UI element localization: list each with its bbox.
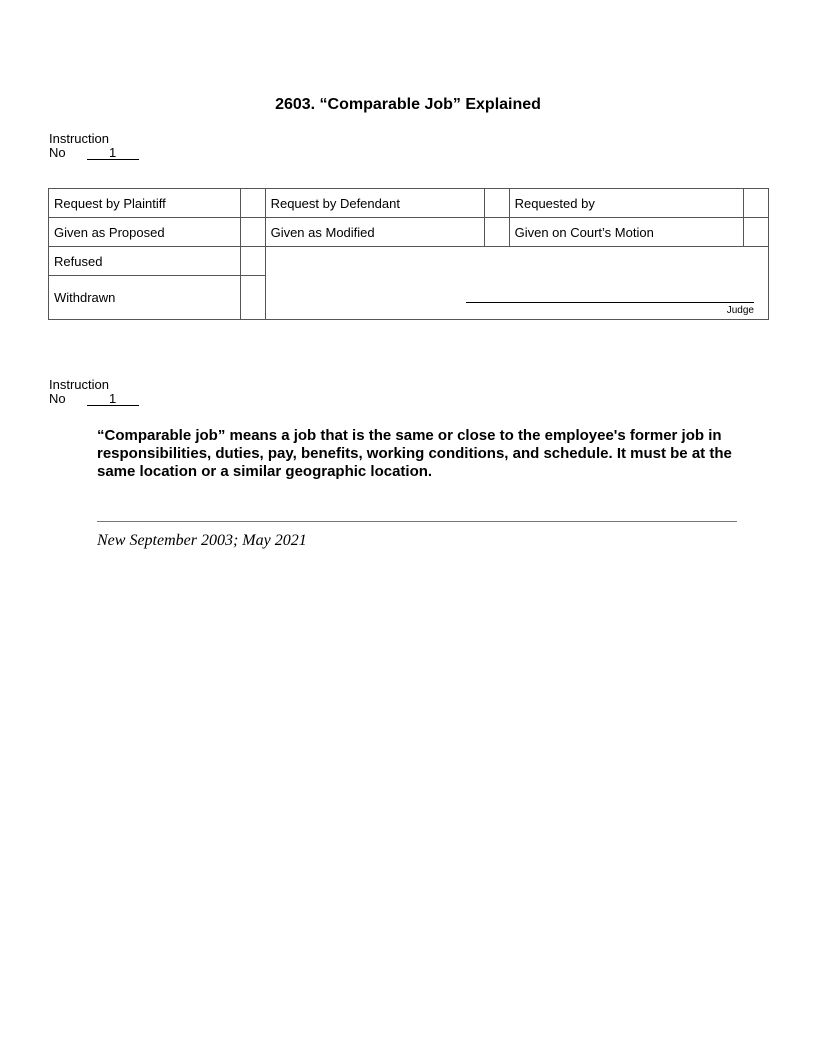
given-on-courts-motion-label: Given on Court’s Motion [509, 218, 743, 247]
instruction-label: Instruction [49, 131, 109, 146]
given-as-modified-label: Given as Modified [265, 218, 484, 247]
request-by-plaintiff-label: Request by Plaintiff [49, 189, 241, 218]
given-as-proposed-label: Given as Proposed [49, 218, 241, 247]
judge-signature-area [265, 247, 768, 320]
given-on-courts-motion-box[interactable] [744, 218, 769, 247]
instruction-number-block [49, 378, 139, 406]
page-title: 2603. “Comparable Job” Explained [275, 96, 541, 113]
instruction-number-block [49, 132, 139, 160]
instruction-no-label: No [49, 391, 66, 406]
instruction-no-label: No [49, 145, 66, 160]
request-by-defendant-box[interactable] [484, 189, 509, 218]
given-as-modified-box[interactable] [484, 218, 509, 247]
refused-box[interactable] [240, 247, 265, 276]
revision-history: New September 2003; May 2021 [97, 532, 307, 549]
withdrawn-box[interactable] [240, 276, 265, 320]
instruction-label: Instruction [49, 377, 109, 392]
request-table [48, 188, 769, 320]
divider [97, 521, 737, 522]
requested-by-label: Requested by [509, 189, 743, 218]
request-by-defendant-label: Request by Defendant [265, 189, 484, 218]
refused-label: Refused [49, 247, 241, 276]
instruction-no-value: 1 [87, 392, 139, 406]
instruction-body-text: “Comparable job” means a job that is the same or close to the employee's former job in responsibilities, duties, pay, benefits, working conditions, and schedule. It must be at the same location or a similar geographic location. [97, 427, 732, 480]
instruction-no-value: 1 [87, 146, 139, 160]
request-by-plaintiff-box[interactable] [240, 189, 265, 218]
requested-by-box[interactable] [744, 189, 769, 218]
withdrawn-label: Withdrawn [49, 276, 241, 320]
given-as-proposed-box[interactable] [240, 218, 265, 247]
judge-label: Judge [726, 305, 754, 316]
judge-signature-line[interactable] [466, 302, 754, 303]
